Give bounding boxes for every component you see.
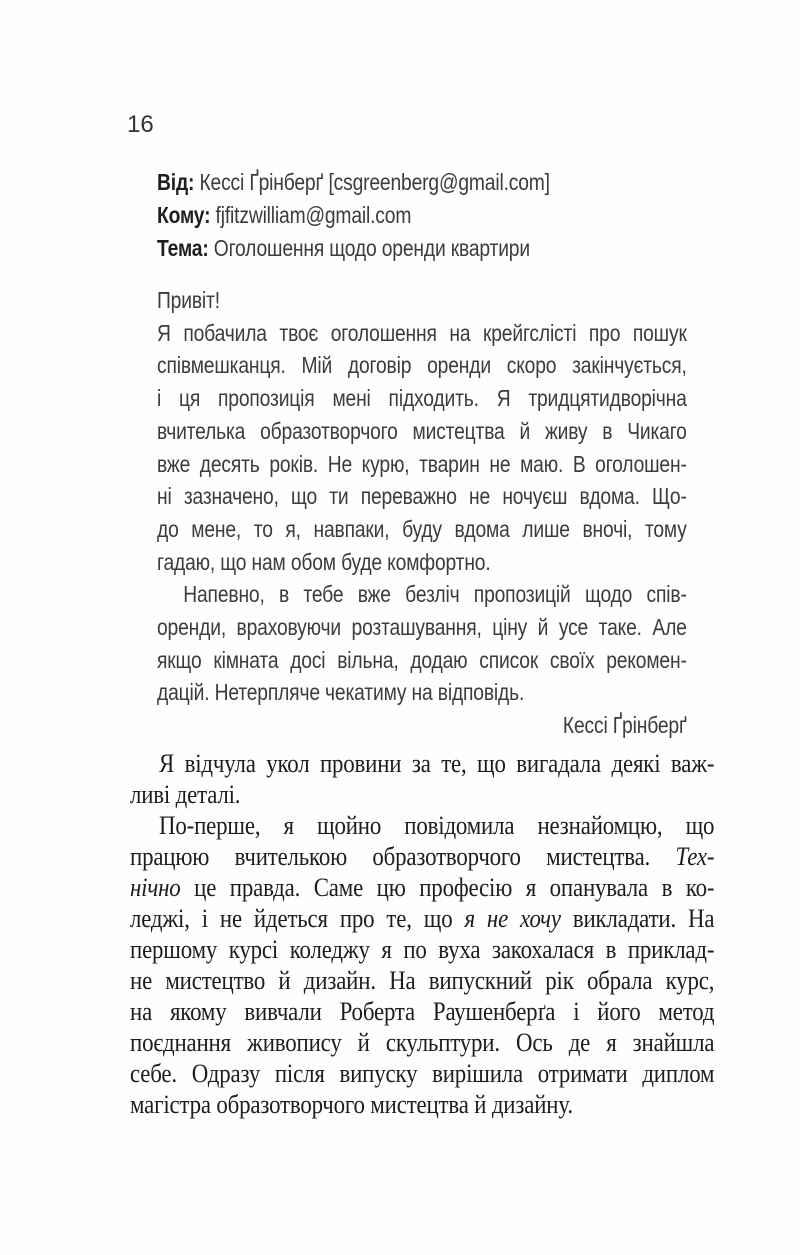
text-line: себе. Одразу після випуску вирішила отримати диплом <box>130 1059 715 1088</box>
text-line: Я відчула укол провини за те, що вигадала деякі важ- <box>159 749 715 778</box>
email-header-label: Від: <box>157 169 195 195</box>
email-header-line: Тема: Оголошення щодо оренди квартири <box>157 235 530 261</box>
email-body-text <box>157 284 687 742</box>
text-line: Кессі Ґрінберґ <box>562 712 687 739</box>
text-line: гадаю, що нам обом буде комфортно. <box>157 548 491 575</box>
text-line: якщо кімната досі вільна, додаю список своїх рекомен- <box>157 646 687 673</box>
text-line: оренди, враховуючи розташування, ціну й усе таке. Але <box>157 614 687 641</box>
email-header-label: Тема: <box>157 235 209 261</box>
text-line: ні зазначено, що ти переважно не ночуєш вдома. Що- <box>157 483 687 510</box>
text-line: вже десять років. Не курю, тварин не маю. В оголошен- <box>157 450 687 477</box>
text-line: Привіт! <box>157 287 220 313</box>
text-line: не мистецтво й дизайн. На випускний рік обрала курс, <box>130 966 715 995</box>
text-line: поєднання живопису й скульптури. Ось де я знайшла <box>130 1028 715 1057</box>
text-line: магістра образотворчого мистецтва й дизайну. <box>130 1090 573 1119</box>
book-body-block <box>130 748 714 1120</box>
text-line: дацій. Нетерпляче чекатиму на відповідь. <box>157 679 525 706</box>
text-line: і ця пропозиція мені підходить. Я тридцятидворічна <box>157 385 687 412</box>
email-header-line: Від: Кессі Ґрінберґ [csgreenberg@gmail.com] <box>157 169 550 195</box>
text-line: вчителька образотворчого мистецтва й живу в Чикаго <box>157 417 687 444</box>
email-quote-block <box>157 166 687 742</box>
text-line: леджі, і не йдеться про те, що я не хочу викладати. На <box>130 904 715 933</box>
text-line: першому курсі коледжу я по вуха закохалася в приклад- <box>130 935 715 964</box>
book-body-text <box>130 748 714 1120</box>
text-line: Я побачила твоє оголошення на крейгслісті про пошук <box>157 319 687 346</box>
text-line: працюю вчителькою образотворчого мистецтва. Тех- <box>130 842 715 871</box>
text-line: співмешканця. Мій договір оренди скоро закінчується, <box>157 352 687 379</box>
email-headers <box>157 166 687 265</box>
page-number: 16 <box>127 111 154 138</box>
text-line: По-перше, я щойно повідомила незнайомцю, що <box>159 811 715 840</box>
email-quote-inner <box>157 166 687 742</box>
text-line: нічно це правда. Саме цю професію я опанувала в ко- <box>130 873 715 902</box>
email-header-label: Кому: <box>157 202 211 228</box>
text-line: до мене, то я, навпаки, буду вдома лише вночі, тому <box>157 515 687 542</box>
text-line: на якому вивчали Роберта Раушенберґа і його метод <box>130 997 715 1026</box>
text-line: ливі деталі. <box>130 780 241 809</box>
email-header-line: Кому: fjfitzwilliam@gmail.com <box>157 202 412 228</box>
text-line: Напевно, в тебе вже безліч пропозицій щодо спів- <box>183 581 687 608</box>
